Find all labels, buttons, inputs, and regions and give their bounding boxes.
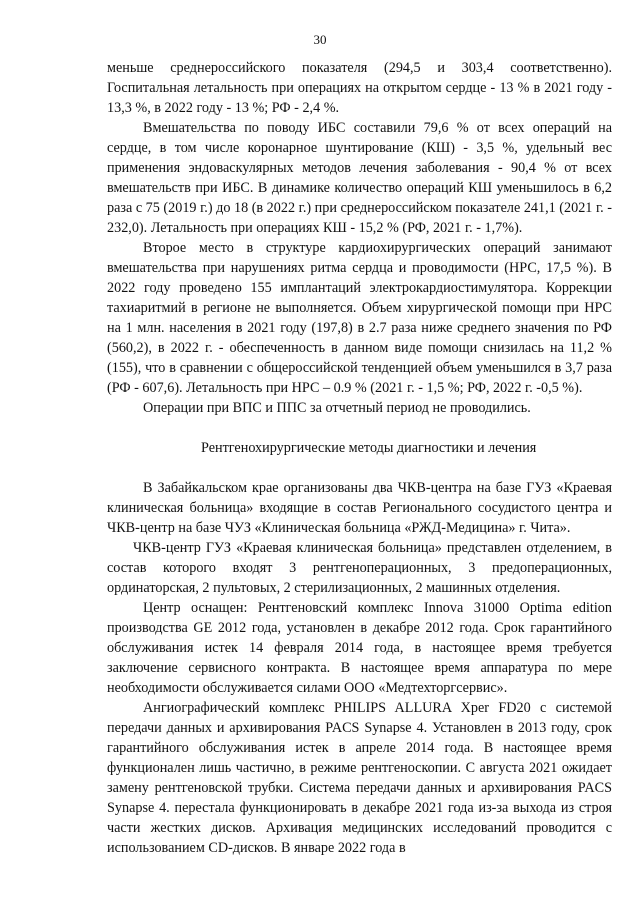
section-heading: Рентгенохирургические методы диагностики и лечения xyxy=(201,440,537,456)
paragraph-congenital-defects: Операции при ВПС и ППС за отчетный период не проводились. xyxy=(143,400,531,416)
paragraph-pci-centers: В Забайкальском крае организованы два ЧКВ-центра на базе ГУЗ «Краевая клиническая больница» входящие в состав Регионального сосудистого центра и ЧКВ-центр на базе ЧУЗ «Клиническая больница «РЖД-Медицина» г. Чита». xyxy=(107,480,612,536)
paragraph-arrhythmia-surgery: Второе место в структуре кардиохирургических операций занимают вмешательства при нарушениях ритма сердца и проводимости (НРС, 17,5 %). В 2022 году проведено 155 имплантаций электрокардиостимулятора. Коррекции тахиаритмий в регионе не выполняется. Объем хирургической помощи при НРС на 1 млн. населения в 2021 году (197,8) в 2.7 раза ниже среднего значения по РФ (560,2), в 2022 г. - обеспеченность в данном виде помощи снизилась на 11,2 % (155), что в сравнении с общероссийской тенденцией объем уменьшился в 3,7 раза (РФ - 607,6). Летальность при НРС – 0.9 % (2021 г. - 1,5 %; РФ, 2022 г. -0,5 %). xyxy=(107,240,612,396)
page-number: 30 xyxy=(313,32,327,47)
paragraph-equipment-philips: Ангиографический комплекс PHILIPS ALLURA Xper FD20 с системой передачи данных и архивирования PACS Synapse 4. Установлен в 2013 году, срок гарантийного обслуживания истек в апреле 2014 года. В настоящее время функционален лишь частично, в режиме рентгеноскопии. С августа 2021 ожидает замену рентгеновской трубки. Система передачи данных и архивирования PACS Synapse 4. перестала функционировать в декабре 2021 года из-за выхода из строя части жестких дисков. Архивация медицинских исследований проводится с использованием CD-дисков. В январе 2022 года в xyxy=(107,700,612,856)
paragraph-equipment-innova: Центр оснащен: Рентгеновский комплекс Innova 31000 Optima edition производства GE 2012 года, установлен в декабре 2012 года. Срок гарантийного обслуживания истек 14 февраля 2014 года, в настоящее время требуется заключение сервисного контракта. В настоящее время аппаратура по мере необходимости обслуживается силами ООО «Медтехторгсервис». xyxy=(107,600,612,696)
paragraph-mortality-continuation: меньше среднероссийского показателя (294,5 и 303,4 соответственно). Госпитальная летальность при операциях на открытом сердце - 13 % в 2021 году - 13,3 %, в 2022 году - 13 %; РФ - 2,4 %. xyxy=(107,60,612,116)
paragraph-ihd-interventions: Вмешательства по поводу ИБС составили 79,6 % от всех операций на сердце, в том числе коронарное шунтирование (КШ) - 3,5 %, удельный вес применения эндоваскулярных методов лечения заболевания - 90,4 % от всех вмешательств при ИБС. В динамике количество операций КШ уменьшилось в 6,2 раза с 75 (2019 г.) до 18 (в 2022 г.) при среднероссийском показателе 241,1 (2021 г. - 232,0). Летальность при операциях КШ - 15,2 % (РФ, 2021 г. - 1,7%). xyxy=(107,120,612,236)
paragraph-pci-department: ЧКВ-центр ГУЗ «Краевая клиническая больница» представлен отделением, в состав которого входят 3 рентгеноперационных, 3 предоперационных, ординаторская, 2 пультовых, 2 стерилизационных, 2 машинных отделения. xyxy=(107,540,612,596)
document-body xyxy=(107,58,612,858)
